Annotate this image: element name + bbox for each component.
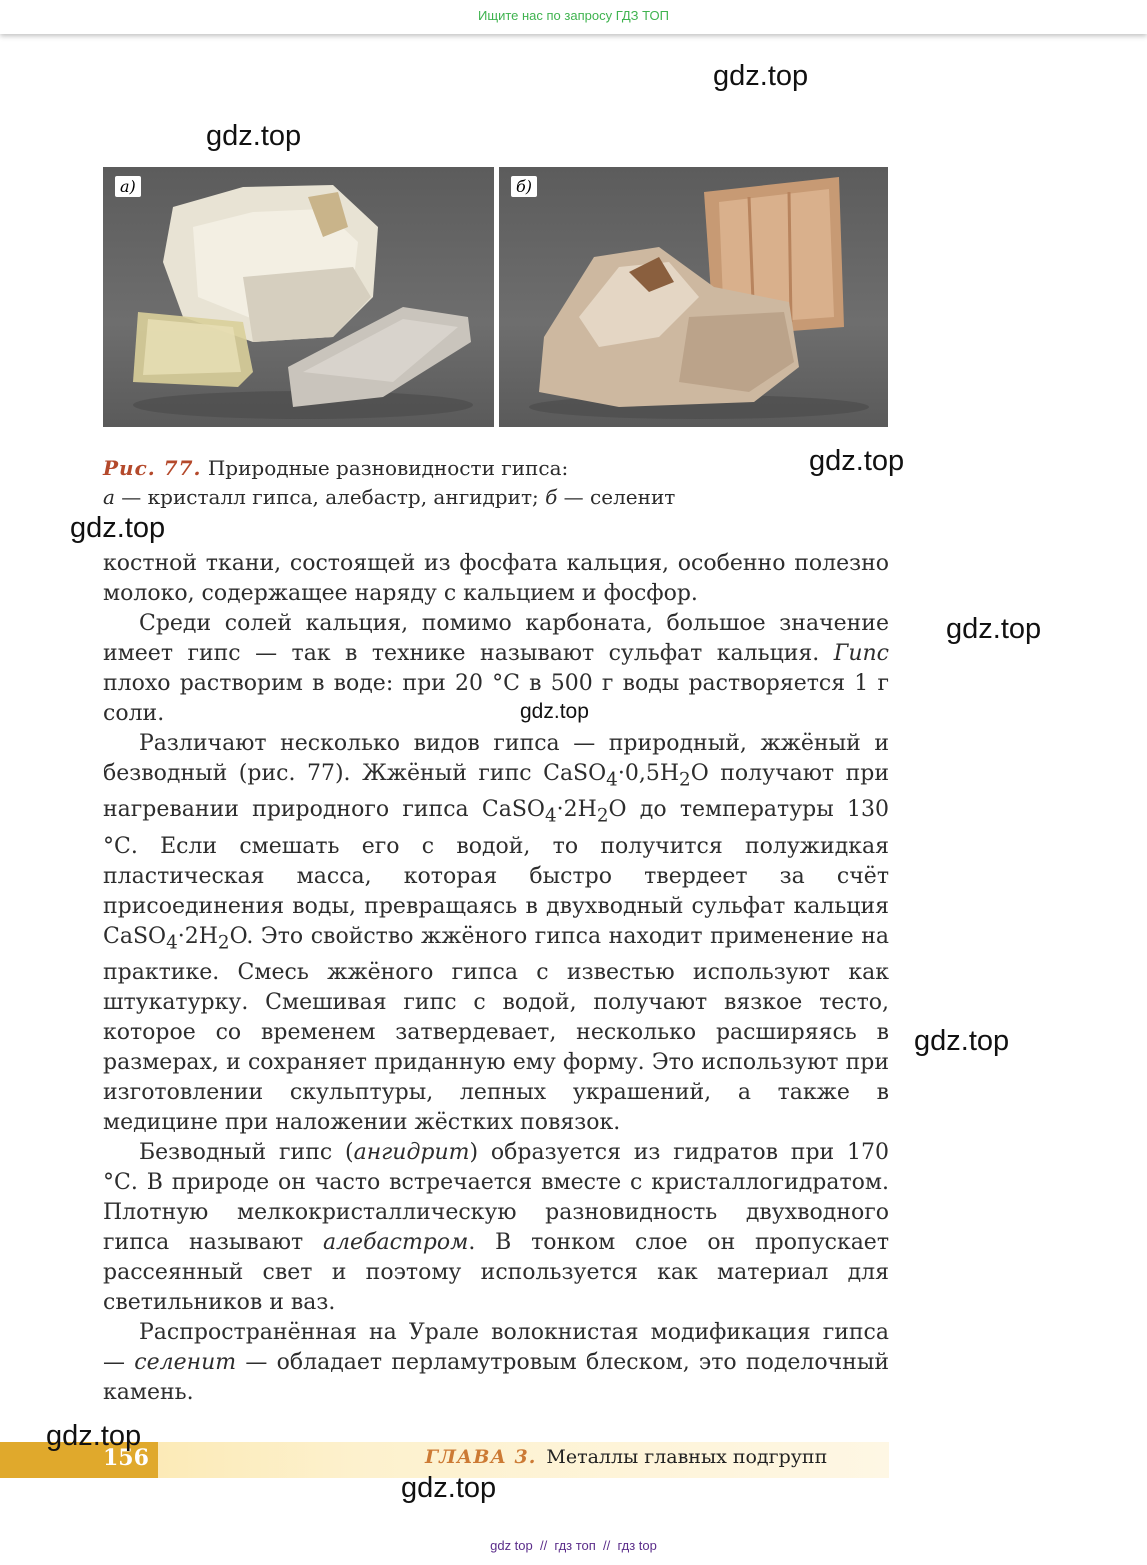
watermark: gdz.top bbox=[809, 445, 905, 477]
paragraph-2: Среди солей кальция, помимо карбоната, большое значение имеет гипс — так в технике называют сульфат кальция. Гипс плохо растворим в воде: при 20 °С в 500 г воды растворяется 1 г соли. bbox=[103, 611, 889, 726]
gypsum-stones-illustration bbox=[103, 167, 494, 427]
photo-label-b: б) bbox=[511, 176, 537, 197]
figure-number: Рис. 77. bbox=[103, 456, 202, 480]
paragraph-1: костной ткани, состоящей из фосфата кальция, особенно полезно молоко, содержащее наряду с кальцием и фосфор. bbox=[103, 551, 889, 606]
legend-letter-b: б bbox=[545, 485, 558, 509]
figure-caption bbox=[103, 454, 863, 512]
page-number: 156 bbox=[103, 1445, 149, 1471]
search-banner: Ищите нас по запросу ГДЗ ТОП bbox=[0, 0, 1147, 34]
figure-photo-a bbox=[103, 167, 494, 427]
watermark: gdz.top bbox=[946, 613, 1042, 645]
paragraph-4: Безводный гипс (ангидрит) образуется из гидратов при 170 °С. В природе он часто встречается вместе с кристаллогидратом. Плотную мелкокристаллическую разновидность двухводного гипса называют алебастром. В тонком слое он пропускает рассеянный свет и поэтому используется как материал для светильников и ваз. bbox=[103, 1140, 889, 1316]
figure-title: Природные разновидности гипса: bbox=[207, 456, 569, 480]
watermark: gdz.top bbox=[70, 512, 166, 544]
photo-label-a: а) bbox=[115, 176, 141, 197]
watermark: gdz.top bbox=[914, 1025, 1010, 1057]
bottom-links[interactable]: gdz top // гдз топ // гдз top bbox=[490, 1538, 657, 1553]
legend-text-a: — кристалл гипса, алебастр, ангидрит; bbox=[114, 485, 546, 509]
watermark: gdz.top bbox=[713, 60, 809, 92]
watermark: gdz.top bbox=[401, 1472, 497, 1504]
watermark: gdz.top bbox=[520, 700, 589, 723]
watermark: gdz.top bbox=[206, 120, 302, 152]
paragraph-5: Распространённая на Урале волокнистая модификация гипса — селенит — обладает перламутровым блеском, это поделочный камень. bbox=[103, 1320, 889, 1406]
legend-letter-a: а bbox=[103, 485, 115, 509]
legend-text-b: — селенит bbox=[557, 485, 676, 509]
body-text bbox=[103, 549, 889, 1408]
chapter-label: ГЛАВА 3. bbox=[425, 1446, 537, 1468]
paragraph-3: Различают несколько видов гипса — природный, жжёный и безводный (рис. 77). Жжёный гипс $CaSO_4\cdot 0,5H_2O$ получают при нагревании природного гипса $CaSO_4\cdot 2H_2O$ до температуры 130 °С. Если смешать его с водой, то получится полужидкая пластическая масса, которая быстро твердеет за счёт присоединения воды, превращаясь в двухводный сульфат кальция $CaSO_4\cdot 2H_2O$. Это свойство жжёного гипса находит применение на практике. Смесь жжёного гипса с известью используют как штукатурку. Смешивая гипс с водой, получают вязкое тесто, которое со временем затвердевает, несколько расширяясь в размерах, и сохраняет приданную ему форму. Это используют при изготовлении скульптуры, лепных украшений, а также в медицине при наложении жёстких повязок. bbox=[103, 731, 889, 1136]
figure-photo-b bbox=[499, 167, 888, 427]
watermark: gdz.top bbox=[46, 1420, 142, 1452]
selenite-stones-illustration bbox=[499, 167, 888, 427]
chapter-header bbox=[425, 1446, 827, 1468]
chapter-title: Металлы главных подгрупп bbox=[546, 1446, 828, 1468]
